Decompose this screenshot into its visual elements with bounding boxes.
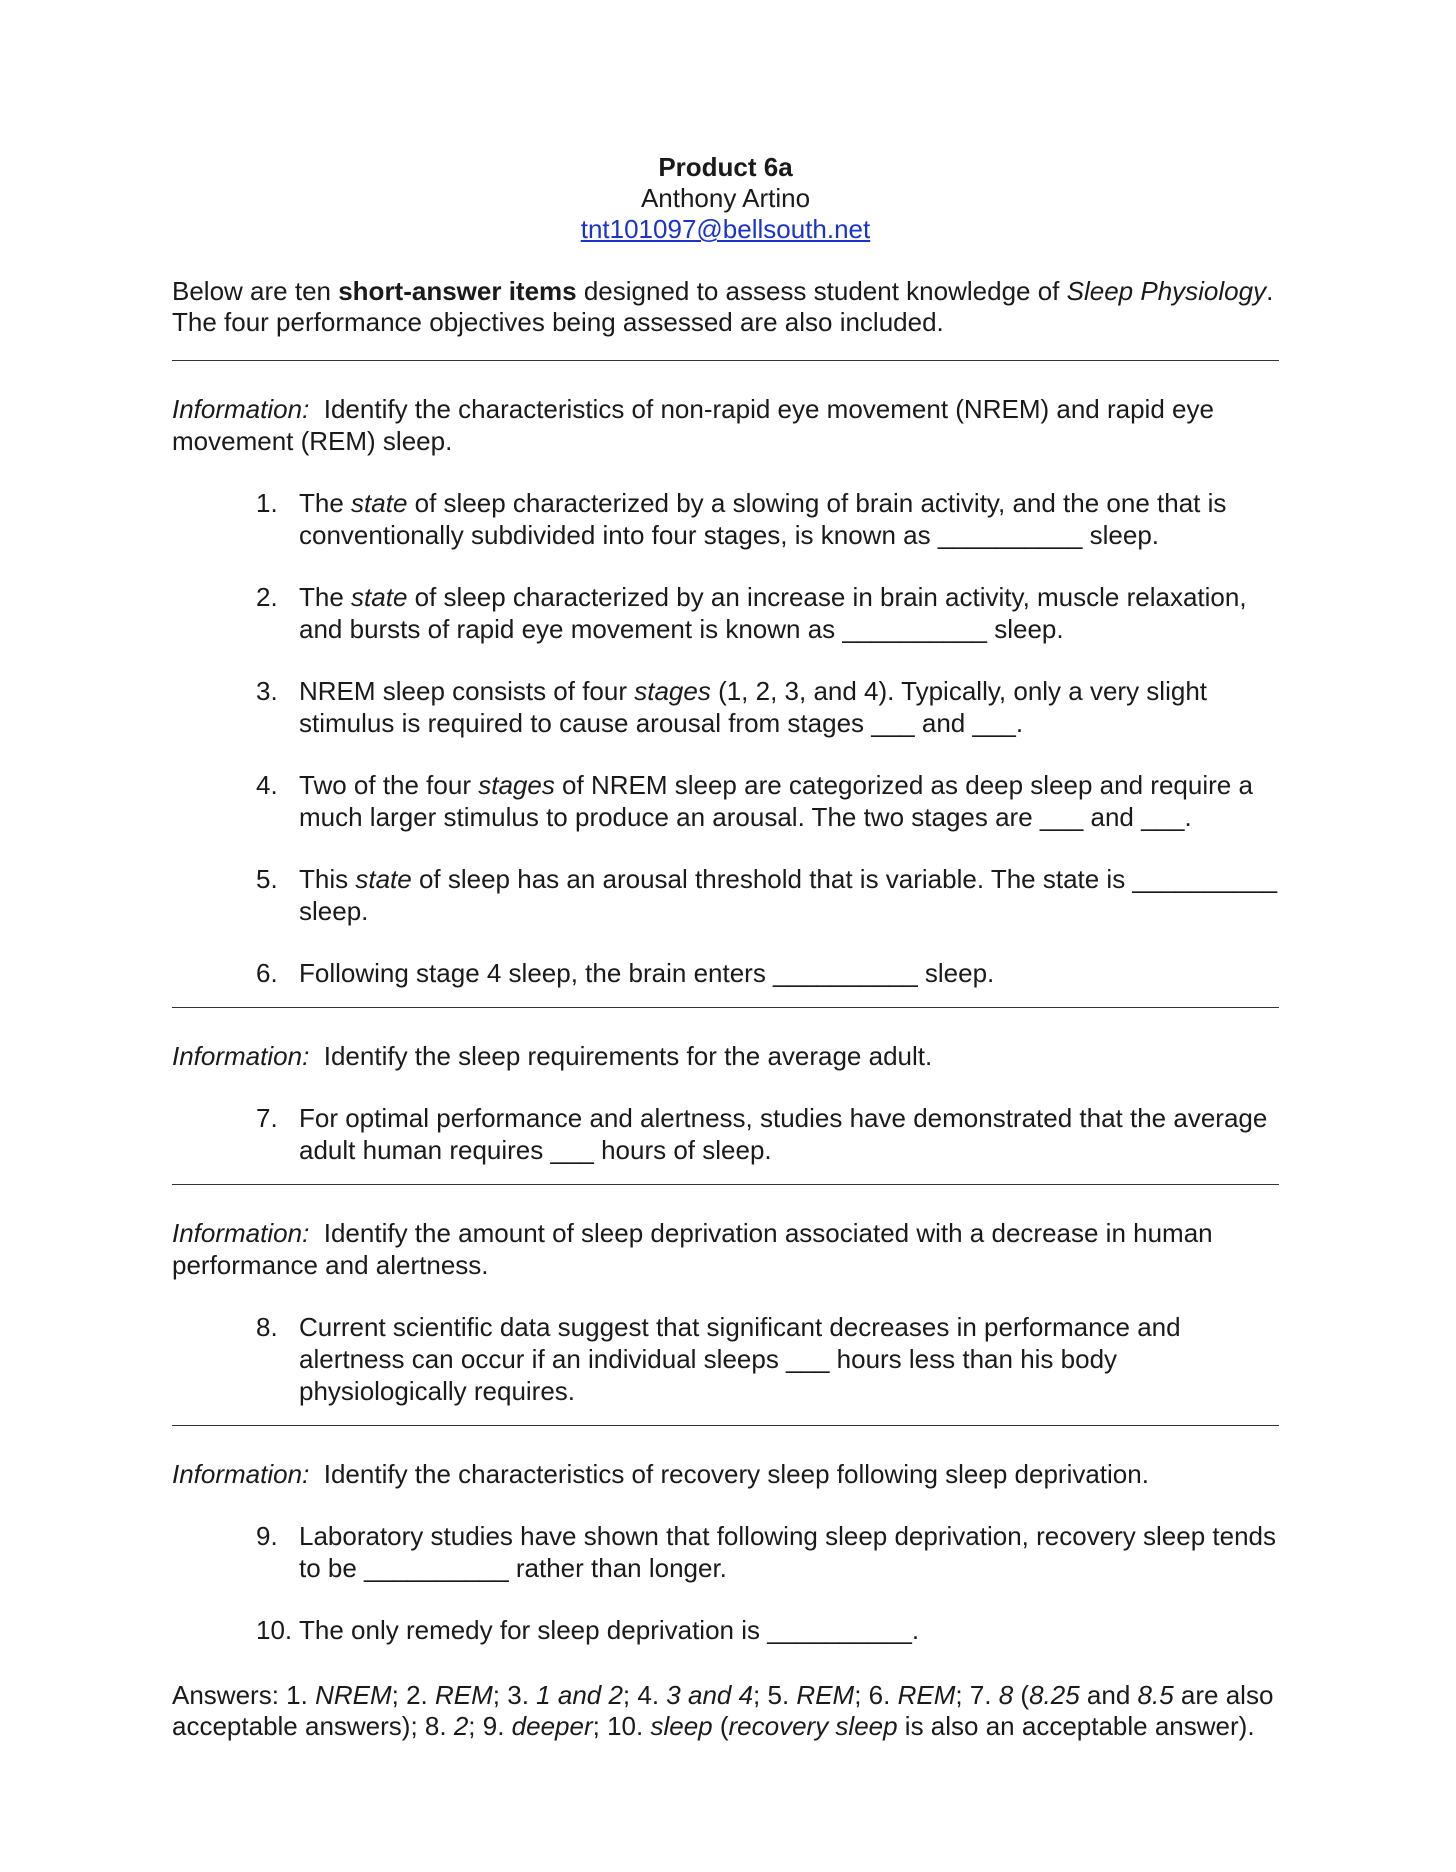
question-number: 3. xyxy=(256,676,278,706)
question-text: Following stage 4 sleep, the brain enters __________ sleep. xyxy=(299,958,995,988)
question-text: Current scientific data suggest that significant decreases in performance and alertness can occur if an individual sleeps ___ hours less than his body physiologically requires. xyxy=(299,1312,1181,1406)
answer-separator: ; xyxy=(753,1680,768,1710)
answer-text: and xyxy=(1079,1680,1138,1710)
answer-value: REM xyxy=(435,1680,493,1710)
answer-number: 7. xyxy=(969,1680,999,1710)
objective-3 xyxy=(172,1217,1279,1281)
question-number: 10. xyxy=(256,1615,293,1645)
answer-key xyxy=(172,1680,1279,1742)
answer-separator: ; xyxy=(391,1680,407,1710)
question-text: (1, 2, 3, and 4). Typically, only a very slight stimulus is required to cause arousal from stages ___ and ___. xyxy=(299,676,1208,738)
answer-value: REM xyxy=(897,1680,956,1710)
question-emphasis: state xyxy=(355,864,412,894)
section-divider xyxy=(172,1007,1279,1008)
answer-separator: ; xyxy=(955,1680,970,1710)
answer-value: REM xyxy=(796,1680,855,1710)
question-text: Two of the four xyxy=(299,770,479,800)
question-text: of sleep characterized by a slowing of brain activity, and the one that is conventionally subdivided into four stages, is known as __________ sleep. xyxy=(299,488,1227,550)
question-text: Laboratory studies have shown that following sleep deprivation, recovery sleep tends to be __________ rather than longer. xyxy=(299,1521,1277,1583)
answer-number: ; 10. xyxy=(592,1711,651,1741)
answer-text: is also an acceptable answer). xyxy=(897,1711,1255,1741)
question-emphasis: state xyxy=(351,582,408,612)
answer-value: recovery sleep xyxy=(728,1711,898,1741)
intro-text: Below are ten xyxy=(172,276,339,306)
answer-value: 8 xyxy=(998,1680,1014,1710)
question-text: of sleep has an arousal threshold that is variable. The state is __________ sleep. xyxy=(299,864,1278,926)
info-label: Information: xyxy=(172,1218,310,1248)
question-number: 2. xyxy=(256,582,278,612)
question-number: 4. xyxy=(256,770,278,800)
question-item xyxy=(172,487,1279,551)
answer-value: 3 and 4 xyxy=(666,1680,754,1710)
answer-value: 8.5 xyxy=(1137,1680,1174,1710)
question-item xyxy=(172,1102,1279,1166)
question-item xyxy=(172,1614,1279,1646)
answer-value: deeper xyxy=(511,1711,593,1741)
author-email-link[interactable]: tnt101097@bellsouth.net xyxy=(580,214,871,244)
answer-value: NREM xyxy=(315,1680,392,1710)
answer-value: 1 and 2 xyxy=(536,1680,623,1710)
question-emphasis: stages xyxy=(634,676,711,706)
author-name: Anthony Artino xyxy=(640,183,811,213)
info-label: Information: xyxy=(172,394,310,424)
question-number: 7. xyxy=(256,1103,278,1133)
question-item xyxy=(172,1520,1279,1584)
answer-label: Answers: xyxy=(172,1680,287,1710)
intro-paragraph xyxy=(172,276,1279,338)
answer-number: ; 9. xyxy=(468,1711,512,1741)
objective-text: Identify the characteristics of non-rapid eye movement (NREM) and rapid eye movement (REM) sleep. xyxy=(172,394,1214,456)
answer-number: 6. xyxy=(868,1680,898,1710)
question-text: The xyxy=(299,582,352,612)
document-header xyxy=(172,152,1279,245)
answer-number: 1. xyxy=(286,1680,316,1710)
answer-value: sleep xyxy=(650,1711,713,1741)
question-text: The only remedy for sleep deprivation is __________. xyxy=(299,1615,920,1645)
question-item xyxy=(172,581,1279,645)
question-item xyxy=(172,769,1279,833)
answer-number: 4. xyxy=(637,1680,667,1710)
question-number: 5. xyxy=(256,864,278,894)
question-text: This xyxy=(299,864,356,894)
info-label: Information: xyxy=(172,1459,310,1489)
answer-value: 2 xyxy=(453,1711,469,1741)
answer-number: 2. xyxy=(406,1680,436,1710)
question-item xyxy=(172,863,1279,927)
question-item xyxy=(172,957,1279,989)
objective-text: Identify the sleep requirements for the average adult. xyxy=(323,1041,933,1071)
answer-text: ( xyxy=(712,1711,729,1741)
question-text: The xyxy=(299,488,352,518)
intro-text: designed to assess student knowledge of xyxy=(576,276,1067,306)
answer-separator: ; xyxy=(622,1680,638,1710)
answer-number: 3. xyxy=(507,1680,537,1710)
section-divider xyxy=(172,360,1279,361)
objective-text: Identify the amount of sleep deprivation associated with a decrease in human performance and alertness. xyxy=(172,1218,1213,1280)
document-page xyxy=(172,152,1279,1742)
section-divider xyxy=(172,1425,1279,1426)
question-number: 9. xyxy=(256,1521,278,1551)
question-emphasis: state xyxy=(351,488,408,518)
objective-text: Identify the characteristics of recovery sleep following sleep deprivation. xyxy=(323,1459,1149,1489)
intro-text: . The four performance objectives being assessed are also included. xyxy=(172,276,1274,337)
intro-bold-text: short-answer items xyxy=(338,276,577,306)
question-text: of NREM sleep are categorized as deep sleep and require a much larger stimulus to produce an arousal. The two stages are ___ and ___. xyxy=(299,770,1253,832)
answer-value: 8.25 xyxy=(1029,1680,1080,1710)
question-number: 8. xyxy=(256,1312,278,1342)
question-text: NREM sleep consists of four xyxy=(299,676,635,706)
answer-text: are also acceptable answers); xyxy=(172,1680,1274,1741)
question-item xyxy=(172,1311,1279,1407)
question-emphasis: stages xyxy=(478,770,555,800)
answer-separator: ; xyxy=(854,1680,869,1710)
question-text: of sleep characterized by an increase in brain activity, muscle relaxation, and bursts of rapid eye movement is known as __________ sleep. xyxy=(299,582,1247,644)
answer-separator: ; xyxy=(492,1680,508,1710)
question-number: 6. xyxy=(256,958,278,988)
objective-4 xyxy=(172,1458,1279,1490)
answer-number: 5. xyxy=(767,1680,797,1710)
section-divider xyxy=(172,1184,1279,1185)
answer-separator: ( xyxy=(1013,1680,1030,1710)
objective-1 xyxy=(172,393,1279,457)
question-number: 1. xyxy=(256,488,278,518)
question-text: For optimal performance and alertness, studies have demonstrated that the average adult human requires ___ hours of sleep. xyxy=(299,1103,1268,1165)
info-label: Information: xyxy=(172,1041,310,1071)
answer-number: 8. xyxy=(424,1711,454,1741)
document-title: Product 6a xyxy=(658,152,793,182)
objective-2 xyxy=(172,1040,1279,1072)
intro-topic: Sleep Physiology xyxy=(1066,276,1267,306)
question-item xyxy=(172,675,1279,739)
